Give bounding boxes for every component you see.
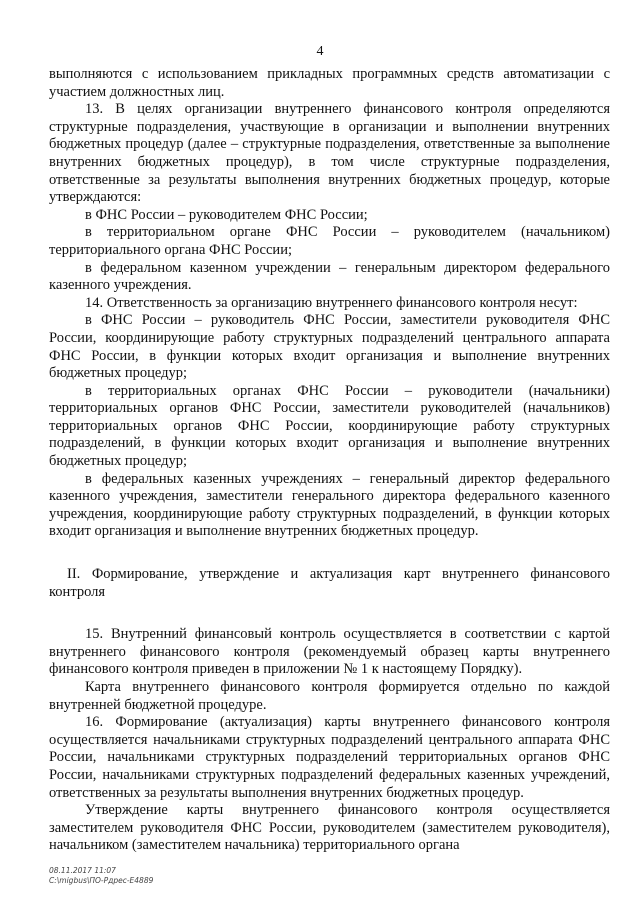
paragraph: в федеральном казенном учреждении – генеральным директором федерального казенного учреждения. (49, 259, 610, 294)
footer-date: 08.11.2017 11:07 (49, 866, 116, 875)
paragraph: Утверждение карты внутреннего финансового контроля осуществляется заместителем руководителя ФНС России, руководителем (заместителем руководителя), начальником (заместителем начальника) территориального органа (49, 802, 610, 854)
paragraph: 16. Формирование (актуализация) карты внутреннего финансового контроля осуществляется начальниками структурных подразделений центрального аппарата ФНС России, начальниками структурных подразделений территориальных органов ФНС России, начальниками структурных подразделений федеральных казенных учреждений, ответственных за результаты выполнения внутренних бюджетных процедур. (49, 714, 610, 801)
paragraph: в ФНС России – руководитель ФНС России, заместители руководителя ФНС России, координирующие работу структурных подразделений центрального аппарата ФНС России, в функции которых входит организация и выполнение внутренних бюджетных процедур; (49, 312, 610, 382)
paragraph: Карта внутреннего финансового контроля формируется отдельно по каждой внутренней бюджетной процедуре. (49, 679, 610, 713)
paragraph: 13. В целях организации внутреннего финансового контроля определяются структурные подразделения, участвующие в организации и выполнении внутренних бюджетных процедур (далее – структурные подразделения, ответственные за выполнение внутренних бюджетных процедур), в том числе структурные подразделения, ответственные за результаты выполнения внутренних бюджетных процедур, которые утверждаются: (49, 101, 610, 206)
paragraphs-bottom (49, 626, 610, 855)
paragraphs-top (49, 66, 610, 541)
footer-stamp (49, 866, 153, 886)
page-number: 4 (316, 44, 324, 59)
paragraph: в территориальном органе ФНС России – руководителем (начальником) территориального органа ФНС России; (49, 224, 610, 258)
paragraph: в территориальных органах ФНС России – руководители (начальники) территориальных органов ФНС России, заместители руководителей (начальников) территориальных органов ФНС России, координирующие работу структурных подразделений, в функции которых входит организация и выполнение внутренних бюджетных процедур; (49, 382, 610, 470)
paragraph: в ФНС России – руководителем ФНС России; (85, 206, 368, 223)
paragraph: 15. Внутренний финансовый контроль осуществляется в соответствии с картой внутреннего финансового контроля (рекомендуемый образец карты внутреннего финансового контроля приведен в приложении № 1 к настоящему Порядку). (49, 626, 610, 678)
paragraph: выполняются с использованием прикладных программных средств автоматизации с участием должностных лиц. (49, 66, 610, 100)
section-heading: II. Формирование, утверждение и актуализация карт внутреннего финансового контроля (49, 566, 610, 600)
paragraph: 14. Ответственность за организацию внутреннего финансового контроля несут: (85, 294, 578, 311)
document-body (49, 66, 610, 855)
footer-path: С:\migbus\ПО-Рдрес-E4889 (49, 876, 154, 885)
paragraph: в федеральных казенных учреждениях – генеральный директор федерального казенного учреждения, заместители генерального директора федерального казенного учреждения, координирующие работу структурных подразделений, в функции которых входит организация и выполнение внутренних бюджетных процедур. (49, 470, 610, 540)
